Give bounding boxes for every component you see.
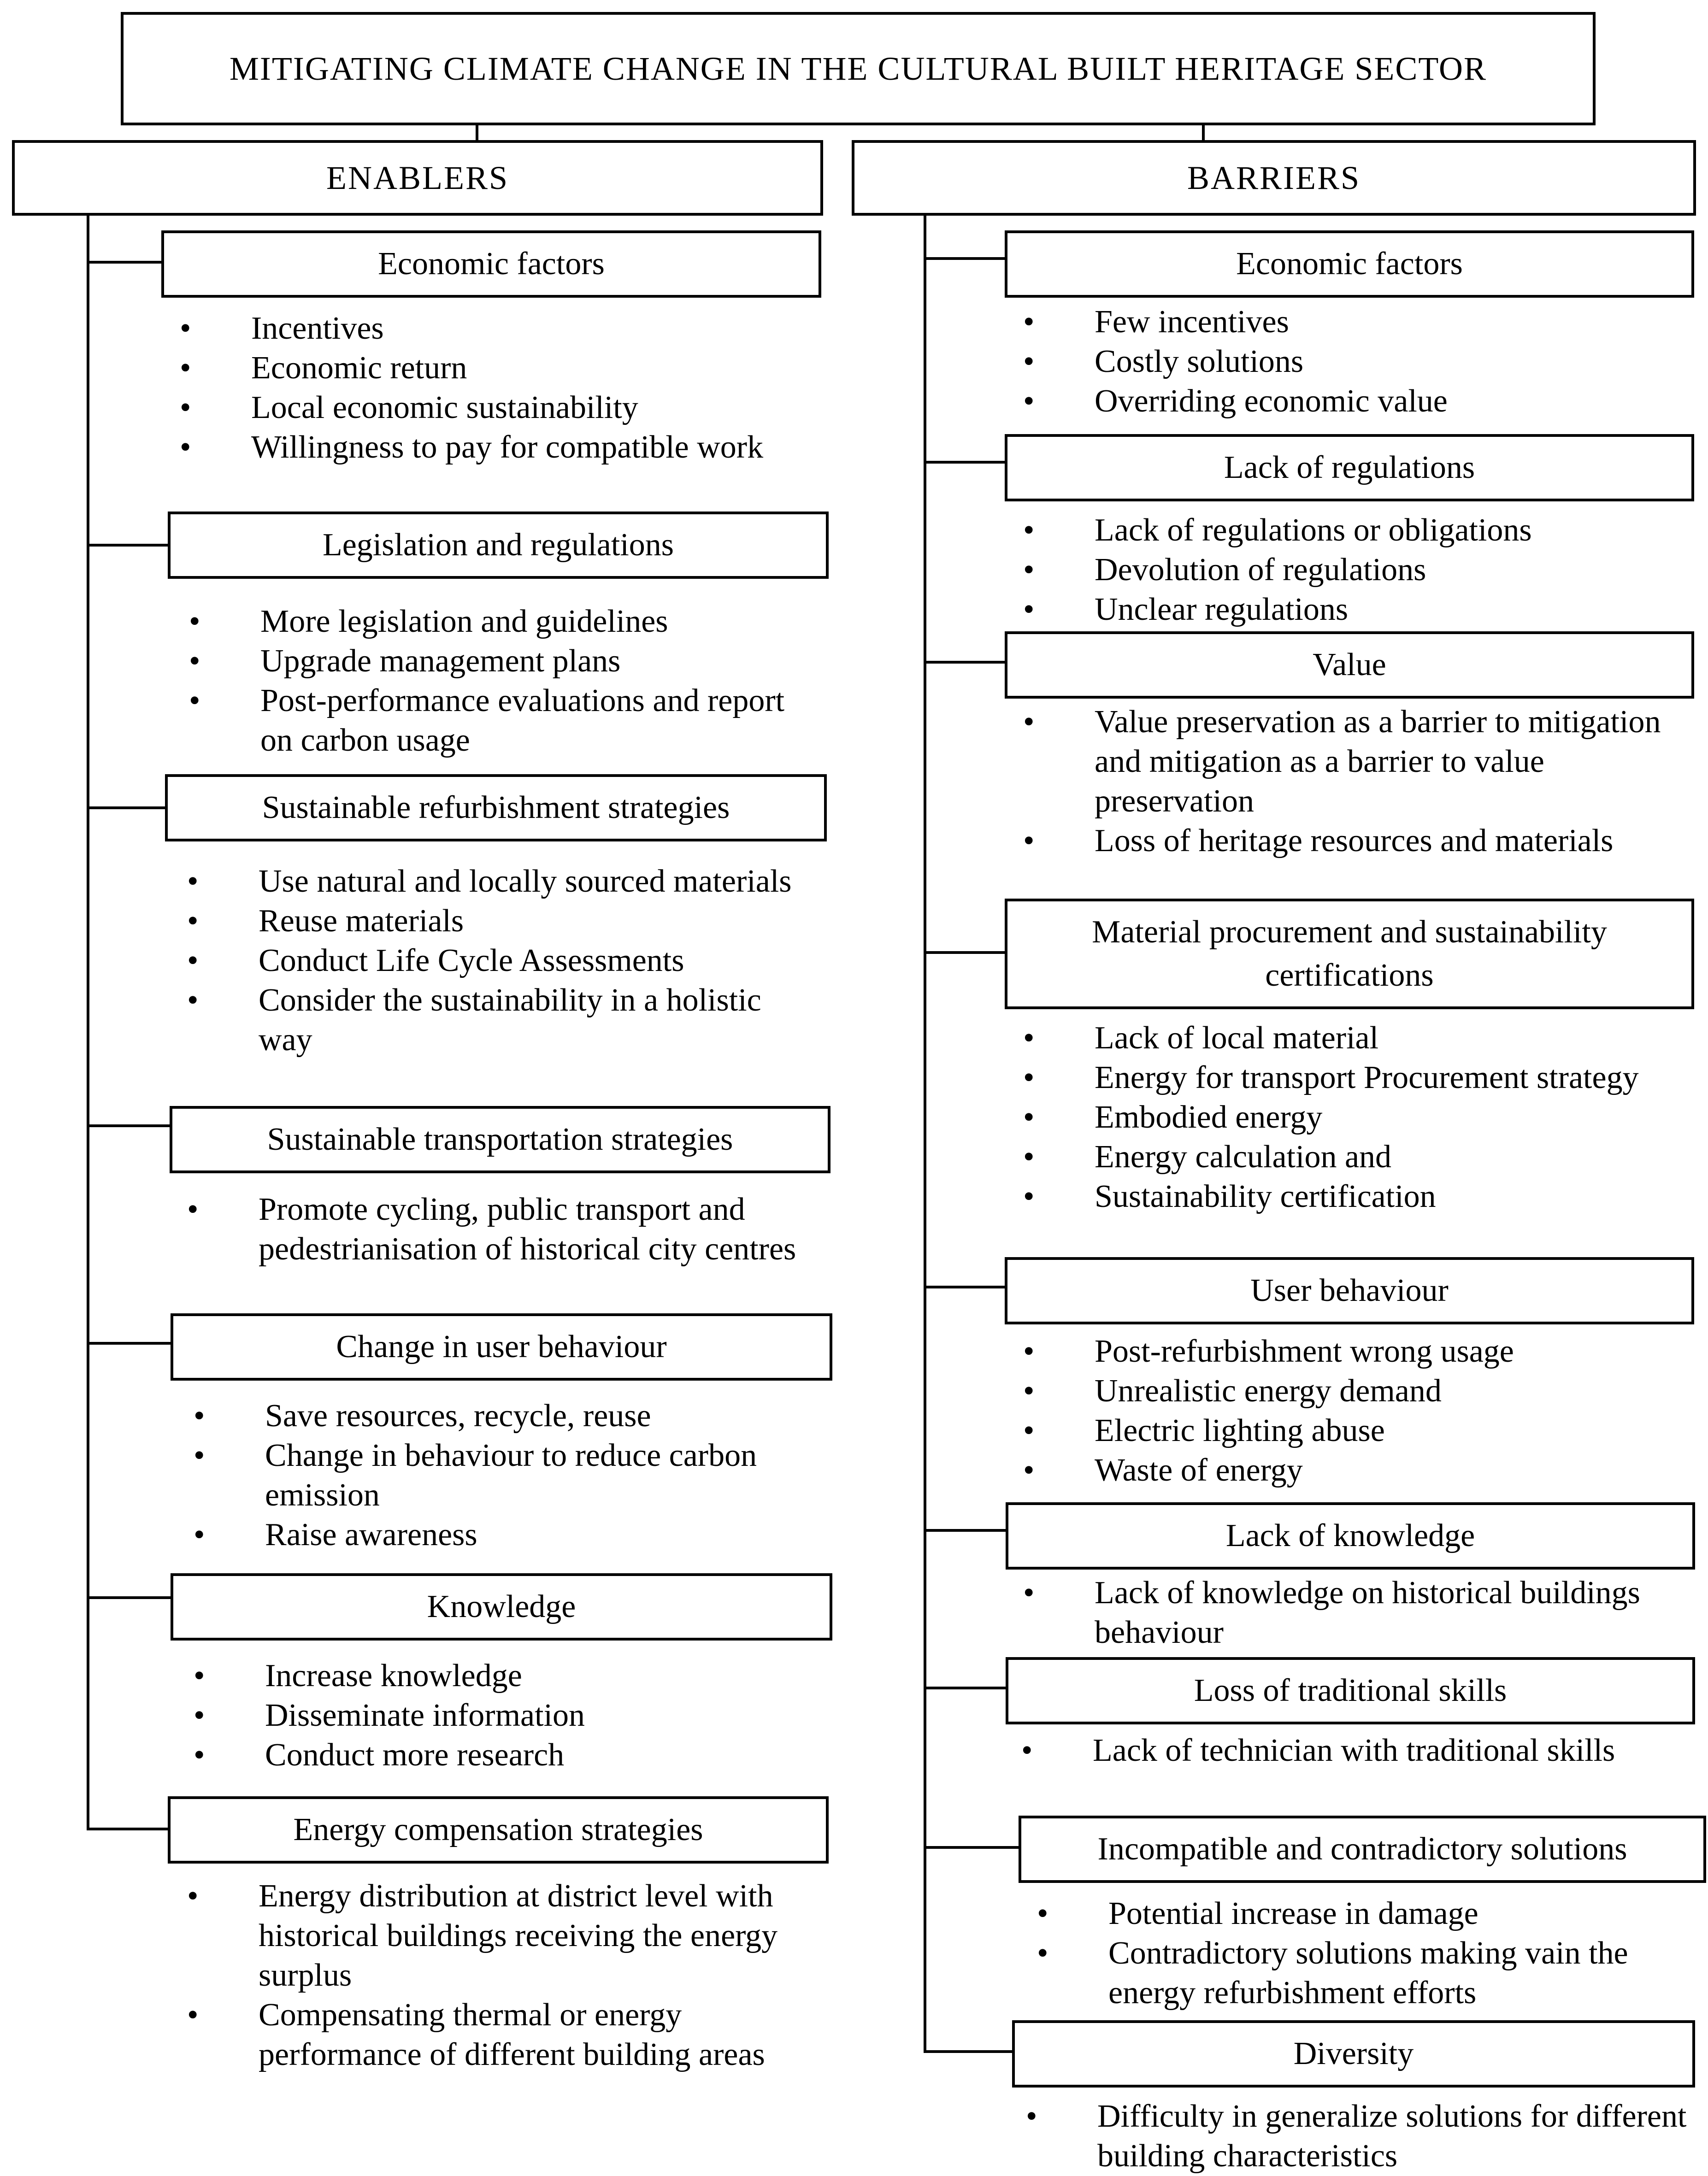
- list-item: • Conduct more research: [189, 1735, 825, 1775]
- barriers-trunk: [924, 216, 926, 2053]
- barrier-list-incompatible-solutions: [1032, 1894, 1701, 2013]
- enabler-heading-economic-factors: Economic factors: [161, 230, 821, 298]
- barrier-heading-diversity: Diversity: [1012, 2020, 1695, 2088]
- barrier-heading-traditional-skills: Loss of traditional skills: [1006, 1657, 1695, 1724]
- barriers-branch-7: [924, 1846, 1019, 1849]
- list-item: • Energy distribution at district level with historical buildings receiving the energy surplus: [183, 1876, 819, 1995]
- list-item: • Incentives: [175, 309, 811, 348]
- barrier-list-user-behaviour: [1019, 1332, 1701, 1490]
- list-item: • Unrealistic energy demand: [1019, 1371, 1701, 1411]
- list-item: • Costly solutions: [1019, 342, 1701, 382]
- enabler-list-knowledge: [189, 1656, 825, 1775]
- enablers-branch-2: [87, 806, 165, 809]
- barrier-heading-regulations: Lack of regulations: [1005, 434, 1694, 501]
- enabler-heading-legislation: Legislation and regulations: [168, 512, 829, 579]
- barrier-list-regulations: [1019, 511, 1701, 629]
- barrier-heading-lack-knowledge: Lack of knowledge: [1006, 1502, 1695, 1570]
- enabler-list-economic-factors: [175, 309, 811, 467]
- list-item: • Energy calculation and: [1019, 1137, 1696, 1177]
- list-item: • Economic return: [175, 348, 811, 388]
- barrier-list-diversity: [1021, 2097, 1690, 2176]
- barrier-list-material-procurement: [1019, 1018, 1696, 1217]
- list-item: • Promote cycling, public transport and pedestrianisation of historical city centres: [183, 1190, 819, 1269]
- barriers-branch-2: [924, 661, 1005, 664]
- list-item: • Difficulty in generalize solutions for different building characteristics: [1021, 2097, 1690, 2176]
- enabler-list-refurbishment: [183, 862, 819, 1060]
- enabler-heading-refurbishment: Sustainable refurbishment strategies: [165, 774, 827, 841]
- barrier-heading-incompatible-solutions: Incompatible and contradictory solutions: [1019, 1816, 1706, 1883]
- list-item: • Devolution of regulations: [1019, 550, 1701, 590]
- enablers-trunk: [87, 216, 89, 1830]
- list-item: • Raise awareness: [189, 1515, 825, 1555]
- list-item: • Change in behaviour to reduce carbon emission: [189, 1436, 825, 1515]
- list-item: • Disseminate information: [189, 1696, 825, 1735]
- barriers-branch-5: [924, 1529, 1006, 1532]
- list-item: • Potential increase in damage: [1032, 1894, 1701, 1934]
- list-item: • Contradictory solutions making vain the energy refurbishment efforts: [1032, 1934, 1701, 2013]
- list-item: • Energy for transport Procurement strategy: [1019, 1058, 1696, 1098]
- barrier-heading-value: Value: [1005, 631, 1694, 699]
- list-item: • Conduct Life Cycle Assessments: [183, 941, 819, 981]
- enablers-branch-0: [87, 261, 161, 264]
- enabler-heading-knowledge: Knowledge: [171, 1573, 832, 1641]
- barriers-branch-1: [924, 461, 1005, 464]
- barriers-branch-0: [924, 257, 1005, 260]
- list-item: • Lack of knowledge on historical buildings behaviour: [1019, 1573, 1687, 1653]
- list-item: • Electric lighting abuse: [1019, 1411, 1701, 1451]
- enabler-heading-user-behaviour: Change in user behaviour: [171, 1313, 832, 1381]
- barrier-list-lack-knowledge: [1019, 1573, 1687, 1653]
- enabler-list-transportation: [183, 1190, 819, 1269]
- list-item: • Overriding economic value: [1019, 382, 1701, 421]
- barrier-heading-material-procurement: Material procurement and sustainability certifications: [1005, 899, 1694, 1009]
- diagram-title: MITIGATING CLIMATE CHANGE IN THE CULTURAL BUILT HERITAGE SECTOR: [121, 12, 1596, 125]
- barriers-branch-8: [924, 2050, 1012, 2053]
- enablers-header: ENABLERS: [12, 140, 823, 216]
- enabler-list-user-behaviour: [189, 1396, 825, 1555]
- list-item: • Local economic sustainability: [175, 388, 811, 428]
- enablers-branch-6: [87, 1828, 168, 1830]
- list-item: • Reuse materials: [183, 901, 819, 941]
- list-item: • Post-performance evaluations and report on carbon usage: [184, 681, 820, 760]
- list-item: • Embodied energy: [1019, 1098, 1696, 1137]
- enabler-heading-transportation: Sustainable transportation strategies: [170, 1106, 830, 1173]
- barrier-list-economic-factors: [1019, 302, 1701, 421]
- list-item: • Increase knowledge: [189, 1656, 825, 1696]
- barrier-heading-economic-factors: Economic factors: [1005, 230, 1694, 298]
- list-item: • Upgrade management plans: [184, 641, 820, 681]
- list-item: • Lack of regulations or obligations: [1019, 511, 1701, 550]
- list-item: • Consider the sustainability in a holistic way: [183, 981, 819, 1060]
- list-item: • Unclear regulations: [1019, 590, 1701, 629]
- list-item: • Compensating thermal or energy performance of different building areas: [183, 1995, 819, 2075]
- list-item: • Sustainability certification: [1019, 1177, 1696, 1217]
- barriers-branch-4: [924, 1286, 1005, 1288]
- list-item: • Lack of local material: [1019, 1018, 1696, 1058]
- enabler-heading-energy-compensation: Energy compensation strategies: [168, 1796, 829, 1864]
- enabler-list-energy-compensation: [183, 1876, 819, 2075]
- list-item: • Waste of energy: [1019, 1451, 1701, 1490]
- barrier-list-traditional-skills: [1017, 1731, 1685, 1770]
- list-item: • Few incentives: [1019, 302, 1701, 342]
- enablers-branch-5: [87, 1596, 171, 1599]
- list-item: • Value preservation as a barrier to mitigation and mitigation as a barrier to value preservation: [1019, 702, 1687, 821]
- barriers-header: BARRIERS: [852, 140, 1696, 216]
- barrier-heading-user-behaviour: User behaviour: [1005, 1257, 1694, 1324]
- list-item: • More legislation and guidelines: [184, 602, 820, 641]
- barriers-branch-3: [924, 951, 1005, 954]
- list-item: • Willingness to pay for compatible work: [175, 428, 811, 467]
- barrier-list-value: [1019, 702, 1687, 861]
- list-item: • Post-refurbishment wrong usage: [1019, 1332, 1701, 1371]
- list-item: • Save resources, recycle, reuse: [189, 1396, 825, 1436]
- enablers-branch-4: [87, 1342, 171, 1345]
- list-item: • Lack of technician with traditional skills: [1017, 1731, 1685, 1770]
- enablers-branch-1: [87, 544, 168, 547]
- enabler-list-legislation: [184, 602, 820, 760]
- enablers-branch-3: [87, 1124, 170, 1127]
- list-item: • Loss of heritage resources and materials: [1019, 821, 1687, 861]
- list-item: • Use natural and locally sourced materials: [183, 862, 819, 901]
- barriers-branch-6: [924, 1687, 1006, 1689]
